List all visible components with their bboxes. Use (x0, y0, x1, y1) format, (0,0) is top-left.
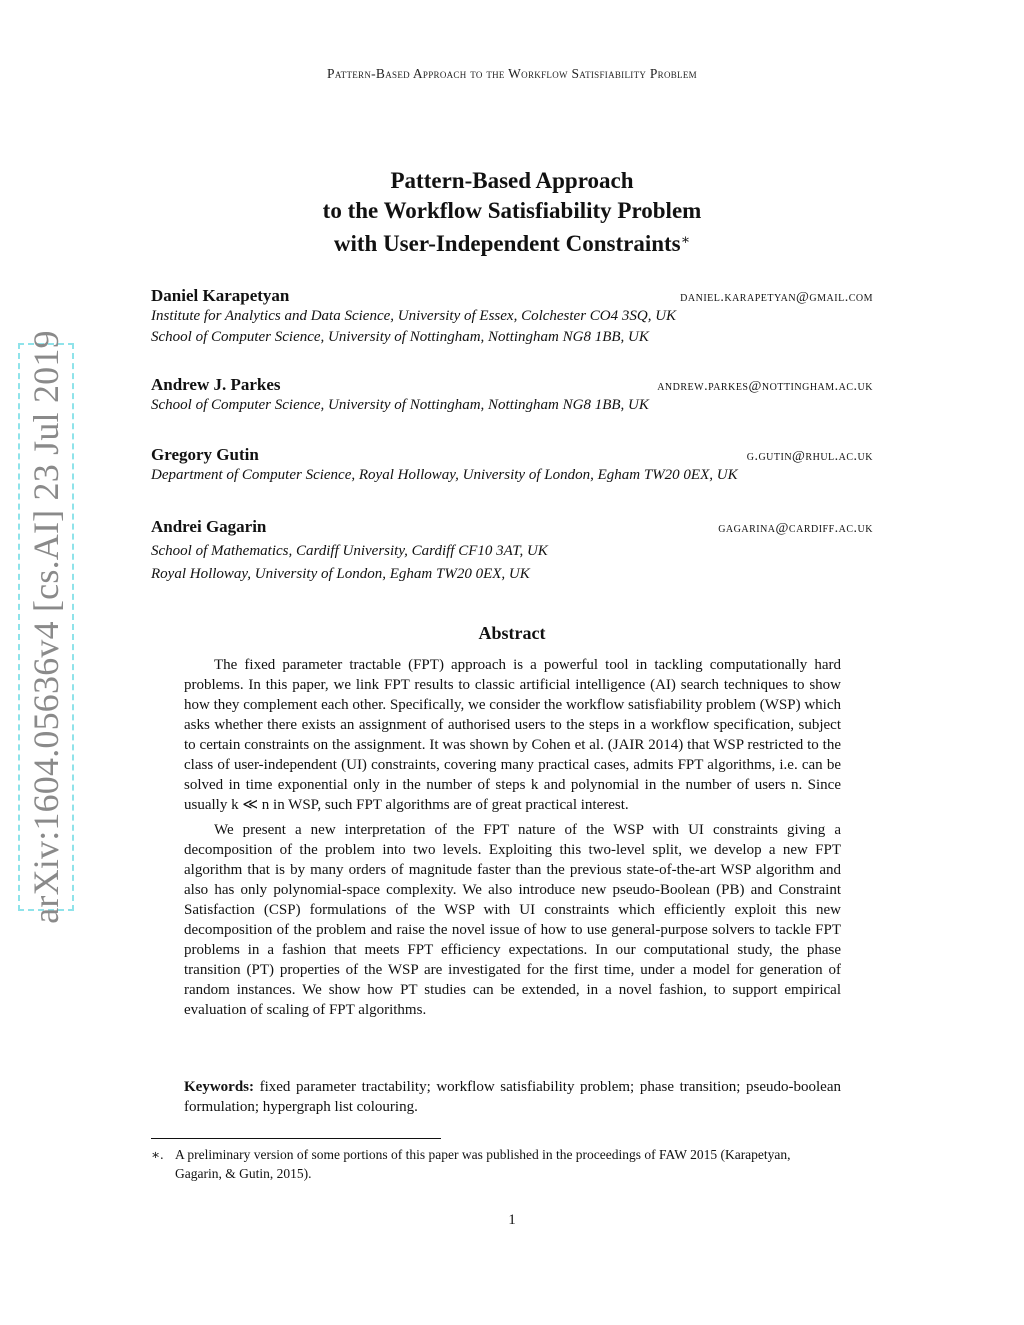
author-affiliation: School of Computer Science, University of Nottingham, Nottingham NG8 1BB, UK (151, 397, 649, 413)
abstract-heading: Abstract (478, 623, 546, 643)
abstract-body (184, 655, 841, 1025)
footnote-line-1: A preliminary version of some portions of this paper was published in the proceedings of FAW 2015 (Karapetyan, (175, 1147, 791, 1162)
author-affiliation: School of Computer Science, University of Nottingham, Nottingham NG8 1BB, UK (151, 329, 649, 345)
footnote (151, 1145, 873, 1183)
author-affiliation: School of Mathematics, Cardiff University, Cardiff CF10 3AT, UK (151, 543, 548, 559)
footnote-marker: ∗. (151, 1147, 164, 1162)
footnote-line-2: Gagarin, & Gutin, 2015). (175, 1166, 312, 1181)
author-email[interactable]: g.gutin@rhul.ac.uk (746, 449, 873, 464)
keywords (184, 1077, 841, 1117)
title-line-3: with User-Independent Constraints (333, 231, 681, 256)
running-head: Pattern-Based Approach to the Workflow Satisfiability Problem (327, 66, 697, 81)
author-name: Gregory Gutin (151, 445, 259, 464)
author-name: Daniel Karapetyan (151, 286, 290, 305)
author-name: Andrei Gagarin (151, 517, 267, 536)
title-line-2: to the Workflow Satisfiability Problem (322, 198, 702, 223)
abstract-paragraph: The fixed parameter tractable (FPT) approach is a powerful tool in tackling computationally hard problems. In this paper, we link FPT results to classic artificial intelligence (AI) search techniques to show how they complement each other. Specifically, we consider the workflow satisfiability problem (WSP) which asks whether there exists an assignment of authorised users to the steps in a workflow specification, subject to certain constraints on the assignment. It was shown by Cohen et al. (JAIR 2014) that WSP restricted to the class of user-independent (UI) constraints, covering many practical cases, admits FPT algorithms, i.e. can be solved in time exponential only in the number of steps k and polynomial in the number of users n. Since usually k ≪ n in WSP, such FPT algorithms are of great practical interest. (184, 657, 841, 813)
author-affiliation: Institute for Analytics and Data Science, University of Essex, Colchester CO4 3SQ, UK (151, 308, 677, 324)
title-footnote-marker[interactable]: ∗ (680, 233, 691, 248)
author-email[interactable]: gagarina@cardiff.ac.uk (718, 521, 873, 536)
keywords-label: Keywords: (184, 1079, 254, 1095)
abstract-paragraph: We present a new interpretation of the FPT nature of the WSP with UI constraints giving a decomposition of the problem into two levels. Exploiting this two-level split, we develop a new FPT algorithm that is by many orders of magnitude faster than the previous state-of-the-art WSP algorithm and also has only polynomial-space complexity. We also introduce new pseudo-Boolean (PB) and Constraint Satisfaction (CSP) formulations of the WSP with UI constraints which efficiently exploit this new decomposition of the problem and raise the novel issue of how to use general-purpose solvers to tackle FPT problems in a fashion that meets FPT efficiency expectations. In our computational study, the phase transition (PT) properties of the WSP are investigated for the first time, under a model for generation of random instances. We show how PT studies can be extended, in a novel fashion, to support empirical evaluation of scaling of FPT algorithms. (184, 822, 841, 1018)
author-block-gagarin (151, 517, 873, 585)
arxiv-id: arXiv:1604.05636v4 [cs.AI] 23 Jul 2019 (26, 330, 67, 924)
author-block-parkes (151, 375, 873, 416)
footnote-rule (151, 1138, 441, 1139)
title-line-1: Pattern-Based Approach (390, 168, 634, 193)
author-affiliation: Royal Holloway, University of London, Egham TW20 0EX, UK (151, 566, 530, 582)
author-email[interactable]: andrew.parkes@nottingham.ac.uk (657, 379, 873, 394)
author-email[interactable]: daniel.karapetyan@gmail.com (680, 290, 873, 305)
author-block-karapetyan (151, 286, 873, 348)
author-name: Andrew J. Parkes (151, 375, 281, 394)
author-block-gutin (151, 445, 873, 486)
paper-title (0, 166, 1024, 259)
keywords-text: fixed parameter tractability; workflow satisfiability problem; phase transition; pseudo-boolean formulation; hypergraph list colouring. (184, 1079, 841, 1115)
page-number: 1 (508, 1212, 516, 1228)
author-affiliation: Department of Computer Science, Royal Holloway, University of London, Egham TW20 0EX, UK (151, 467, 738, 483)
